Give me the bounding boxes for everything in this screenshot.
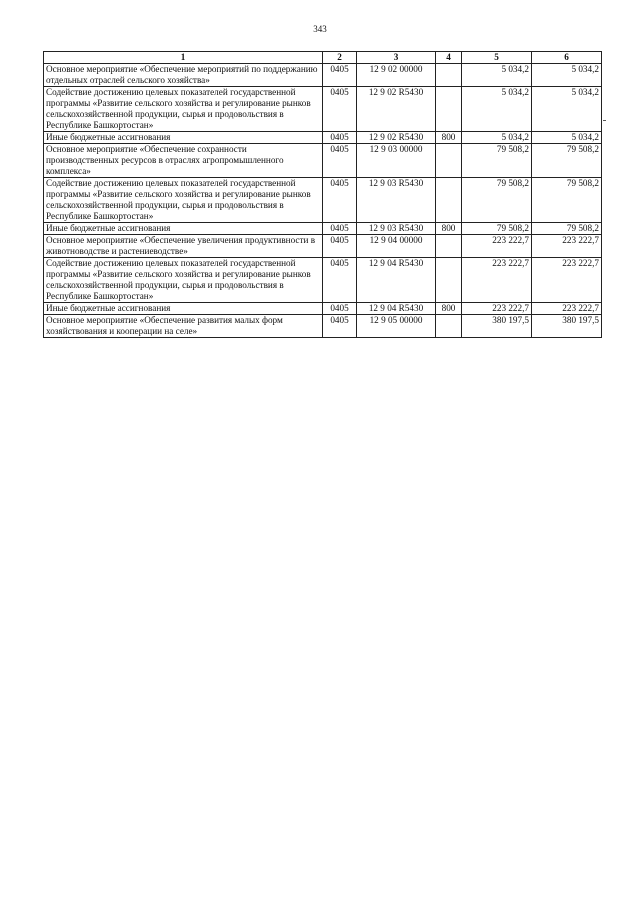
row-amount-year1: 5 034,2 <box>462 87 532 132</box>
scan-mark <box>603 120 606 121</box>
row-target-code: 12 9 05 00000 <box>357 315 436 338</box>
row-section: 0405 <box>323 178 357 223</box>
row-target-code: 12 9 03 R5430 <box>357 223 436 235</box>
row-amount-year2: 79 508,2 <box>532 178 602 223</box>
row-amount-year2: 5 034,2 <box>532 64 602 87</box>
row-target-code: 12 9 04 00000 <box>357 235 436 258</box>
row-target-code: 12 9 04 R5430 <box>357 258 436 303</box>
row-target-code: 12 9 03 R5430 <box>357 178 436 223</box>
header-col-name: 1 <box>44 52 323 64</box>
row-expense-type <box>436 144 462 178</box>
table-row <box>44 303 602 315</box>
row-section: 0405 <box>323 87 357 132</box>
table-row <box>44 315 602 338</box>
page-number: 343 <box>313 24 327 34</box>
row-amount-year2: 223 222,7 <box>532 303 602 315</box>
row-target-code: 12 9 02 R5430 <box>357 87 436 132</box>
row-name: Основное мероприятие «Обеспечение сохранности производственных ресурсов в отраслях агропромышленного комплекса» <box>44 144 323 178</box>
row-name: Основное мероприятие «Обеспечение увеличения продуктивности в животноводстве и растениеводстве» <box>44 235 323 258</box>
header-col-type: 4 <box>436 52 462 64</box>
row-amount-year2: 79 508,2 <box>532 144 602 178</box>
row-name: Основное мероприятие «Обеспечение мероприятий по поддержанию отдельных отраслей сельского хозяйства» <box>44 64 323 87</box>
row-target-code: 12 9 02 R5430 <box>357 132 436 144</box>
row-amount-year2: 5 034,2 <box>532 132 602 144</box>
row-expense-type <box>436 315 462 338</box>
table-row <box>44 223 602 235</box>
row-name: Иные бюджетные ассигнования <box>44 132 323 144</box>
row-expense-type <box>436 258 462 303</box>
row-section: 0405 <box>323 223 357 235</box>
table-row <box>44 87 602 132</box>
row-section: 0405 <box>323 132 357 144</box>
row-section: 0405 <box>323 303 357 315</box>
row-name: Содействие достижению целевых показателей государственной программы «Развитие сельского хозяйства и регулирование рынков сельскохозяйственной продукции, сырья и продовольствия в Республике Башкортостан» <box>44 178 323 223</box>
row-amount-year1: 223 222,7 <box>462 235 532 258</box>
header-row <box>44 52 602 64</box>
row-target-code: 12 9 02 00000 <box>357 64 436 87</box>
row-amount-year2: 5 034,2 <box>532 87 602 132</box>
table-row <box>44 64 602 87</box>
row-name: Содействие достижению целевых показателей государственной программы «Развитие сельского хозяйства и регулирование рынков сельскохозяйственной продукции, сырья и продовольствия в Республике Башкортостан» <box>44 258 323 303</box>
row-expense-type <box>436 87 462 132</box>
row-amount-year1: 79 508,2 <box>462 144 532 178</box>
row-expense-type: 800 <box>436 223 462 235</box>
row-section: 0405 <box>323 315 357 338</box>
row-section: 0405 <box>323 258 357 303</box>
row-amount-year1: 223 222,7 <box>462 258 532 303</box>
row-name: Основное мероприятие «Обеспечение развития малых форм хозяйствования и кооперации на селе» <box>44 315 323 338</box>
table-body <box>44 64 602 338</box>
row-amount-year2: 79 508,2 <box>532 223 602 235</box>
row-section: 0405 <box>323 235 357 258</box>
row-amount-year1: 79 508,2 <box>462 178 532 223</box>
row-amount-year2: 223 222,7 <box>532 235 602 258</box>
row-amount-year2: 380 197,5 <box>532 315 602 338</box>
row-amount-year2: 223 222,7 <box>532 258 602 303</box>
row-target-code: 12 9 04 R5430 <box>357 303 436 315</box>
row-name: Иные бюджетные ассигнования <box>44 303 323 315</box>
header-col-year1: 5 <box>462 52 532 64</box>
row-amount-year1: 79 508,2 <box>462 223 532 235</box>
table-row <box>44 132 602 144</box>
header-col-year2: 6 <box>532 52 602 64</box>
row-expense-type: 800 <box>436 303 462 315</box>
row-name: Иные бюджетные ассигнования <box>44 223 323 235</box>
row-amount-year1: 5 034,2 <box>462 64 532 87</box>
row-name: Содействие достижению целевых показателей государственной программы «Развитие сельского хозяйства и регулирование рынков сельскохозяйственной продукции, сырья и продовольствия в Республике Башкортостан» <box>44 87 323 132</box>
row-amount-year1: 380 197,5 <box>462 315 532 338</box>
header-col-section: 2 <box>323 52 357 64</box>
table-row <box>44 258 602 303</box>
row-target-code: 12 9 03 00000 <box>357 144 436 178</box>
row-amount-year1: 223 222,7 <box>462 303 532 315</box>
row-section: 0405 <box>323 64 357 87</box>
row-expense-type <box>436 64 462 87</box>
table-row <box>44 235 602 258</box>
row-expense-type: 800 <box>436 132 462 144</box>
row-amount-year1: 5 034,2 <box>462 132 532 144</box>
row-expense-type <box>436 235 462 258</box>
header-col-target: 3 <box>357 52 436 64</box>
budget-table <box>43 51 602 338</box>
table-header <box>44 52 602 64</box>
table-row <box>44 178 602 223</box>
row-section: 0405 <box>323 144 357 178</box>
row-expense-type <box>436 178 462 223</box>
table-row <box>44 144 602 178</box>
